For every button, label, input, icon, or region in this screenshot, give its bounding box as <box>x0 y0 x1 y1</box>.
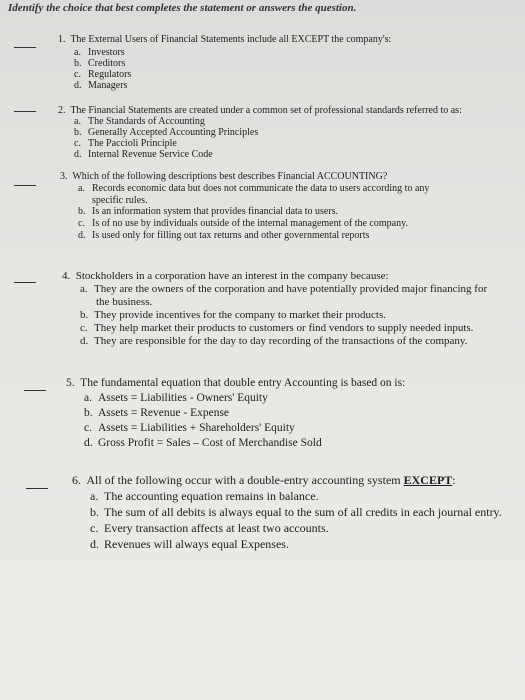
answer-blank[interactable] <box>26 488 48 489</box>
emphasis-except: EXCEPT <box>403 473 453 487</box>
option-a-continued: specific rules. <box>92 195 148 206</box>
option-b: b. They provide incentives for the company to market their products. <box>80 309 387 321</box>
option-c: c. The Paccioli Principle <box>74 138 177 149</box>
option-a: a. The accounting equation remains in balance. <box>90 489 319 503</box>
option-d: d. Revenues will always equal Expenses. <box>90 537 289 551</box>
option-a: a. Records economic data but does not communicate the data to users according to any <box>78 183 430 194</box>
option-c: c. Regulators <box>74 69 132 80</box>
option-a: a. Assets = Liabilities - Owners' Equity <box>84 392 268 404</box>
option-b: b. Creditors <box>74 58 126 69</box>
question-text: 3. Which of the following descriptions best describes Financial ACCOUNTING? <box>60 171 388 182</box>
option-d: d. Is used only for filling out tax returns and other governmental reports <box>78 230 370 241</box>
option-b: b. Assets = Revenue - Expense <box>84 407 230 419</box>
option-a: a. Investors <box>74 47 125 58</box>
answer-blank[interactable] <box>14 282 36 283</box>
option-c: c. Every transaction affects at least two accounts. <box>90 521 329 535</box>
answer-blank[interactable] <box>24 390 46 391</box>
option-a-continued: the business. <box>96 296 153 308</box>
option-c: c. They help market their products to customers or find vendors to supply needed inputs. <box>80 322 474 334</box>
option-a: a. They are the owners of the corporation and have potentially provided major financing for <box>80 283 488 295</box>
instructions: Identify the choice that best completes the statement or answers the question. <box>8 2 357 14</box>
answer-blank[interactable] <box>14 111 36 112</box>
option-d: d. Gross Profit = Sales – Cost of Merchandise Sold <box>84 437 322 449</box>
option-d: d. Internal Revenue Service Code <box>74 149 213 160</box>
option-a: a. The Standards of Accounting <box>74 116 205 127</box>
question-text: 4. Stockholders in a corporation have an interest in the company because: <box>62 270 389 282</box>
option-c: c. Is of no use by individuals outside of the internal management of the company. <box>78 218 408 229</box>
question-text: 1. The External Users of Financial Statements include all EXCEPT the company's: <box>58 34 392 45</box>
answer-blank[interactable] <box>14 47 36 48</box>
question-text: 2. The Financial Statements are created under a common set of professional standards referred to as: <box>58 105 462 116</box>
question-text: 6. All of the following occur with a double-entry accounting system EXCEPT: <box>72 473 456 487</box>
option-b: b. Is an information system that provides financial data to users. <box>78 206 339 217</box>
answer-blank[interactable] <box>14 185 36 186</box>
option-c: c. Assets = Liabilities + Shareholders' Equity <box>84 422 295 434</box>
option-b: b. The sum of all debits is always equal to the sum of all credits in each journal entry. <box>90 505 502 519</box>
option-d: d. Managers <box>74 80 128 91</box>
option-b: b. Generally Accepted Accounting Principles <box>74 127 259 138</box>
option-d: d. They are responsible for the day to day recording of the transactions of the company. <box>80 335 468 347</box>
question-text: 5. The fundamental equation that double entry Accounting is based on is: <box>66 377 406 389</box>
